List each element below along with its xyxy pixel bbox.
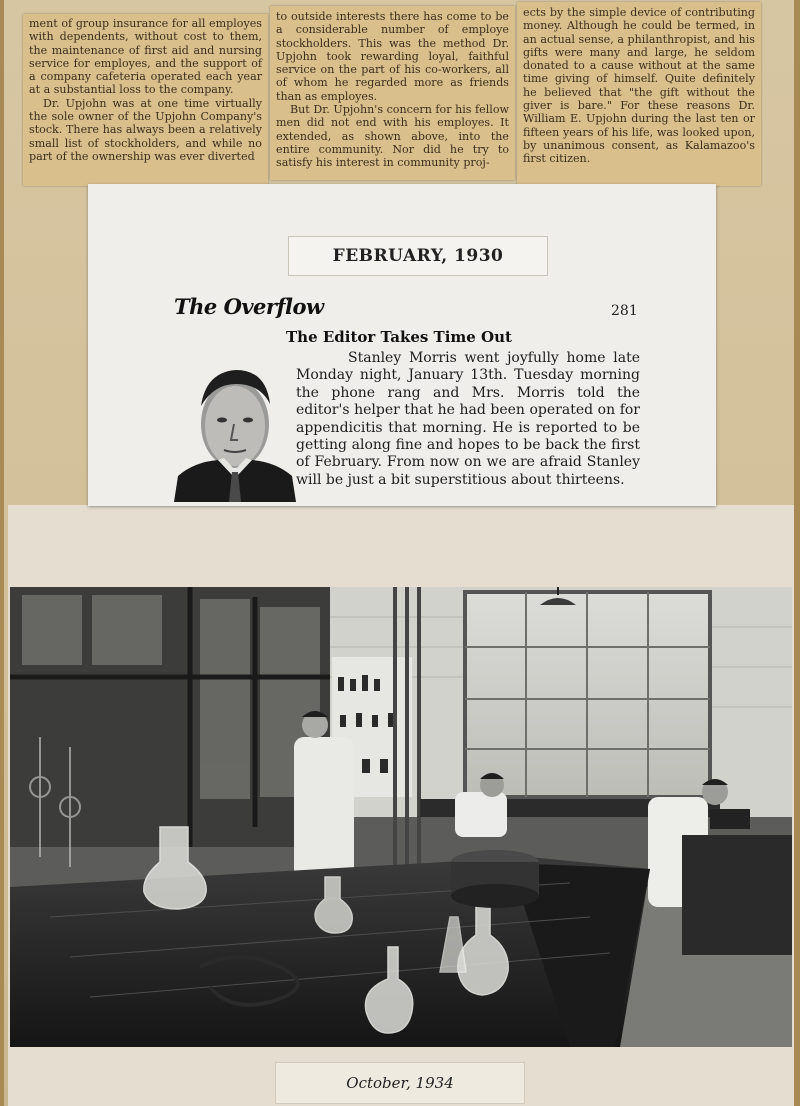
newspaper-clipping-column-3 bbox=[517, 2, 761, 186]
lab-worker-standing bbox=[294, 711, 354, 887]
clipping-paragraph: ment of group insurance for all employes with dependents, without cost to them, the maintenance of first aid and nursing service for employes, and the support of a company cafeteria operated each year at a substantial loss to the company. bbox=[29, 17, 262, 97]
clipping-paragraph: But Dr. Upjohn's concern for his fellow men did not end with his employes. It extended, as shown above, into the entire community. Nor did he try to satisfy his interest in community proj- bbox=[276, 103, 509, 170]
clipping-paragraph: Dr. Upjohn was at one time virtually the sole owner of the Upjohn Company's stock. There has always been a relatively small list of stockholders, and while no part of the ownership was ever diverted bbox=[29, 96, 262, 163]
page-number: 281 bbox=[611, 303, 638, 319]
magazine-clipping bbox=[88, 184, 716, 506]
photo-caption: October, 1934 bbox=[275, 1062, 525, 1104]
magazine-date-label: FEBRUARY, 1930 bbox=[288, 236, 548, 276]
clipping-paragraph: ects by the simple device of contributing money. Although he could be termed, in an actual sense, a philanthropist, and his gifts were many and large, he seldom donated to a cause without at the same time giving of himself. Quite definitely he believed that "the gift without the giver is bare." For these reasons Dr. William E. Upjohn during the last ten or fifteen years of his life, was looked upon, by unanimous consent, as Kalamazoo's first citizen. bbox=[523, 6, 755, 166]
article-body: Stanley Morris went joyfully home late Monday night, January 13th. Tuesday morning the phone rang and Mrs. Morris told the editor's helper that he had been operated on for appendicitis that morning. He is reported to be getting along fine and hopes to be back the first of February. From now on we are afraid Stanley will be just a bit superstitious about thirteens. bbox=[296, 350, 640, 488]
laboratory-photograph bbox=[10, 587, 792, 1047]
magazine-masthead: The Overflow bbox=[174, 294, 324, 319]
article-headline: The Editor Takes Time Out bbox=[286, 328, 512, 346]
newspaper-clipping-column-2 bbox=[270, 6, 515, 180]
newspaper-clipping-column-1 bbox=[23, 14, 268, 186]
portrait-photo bbox=[174, 354, 296, 502]
clipping-paragraph: to outside interests there has come to be a considerable number of employe stockholders. This was the method Dr. Upjohn took rewarding loyal, faithful service on the part of his co-workers, all of whom he regarded more as friends than as employes. bbox=[276, 10, 509, 103]
